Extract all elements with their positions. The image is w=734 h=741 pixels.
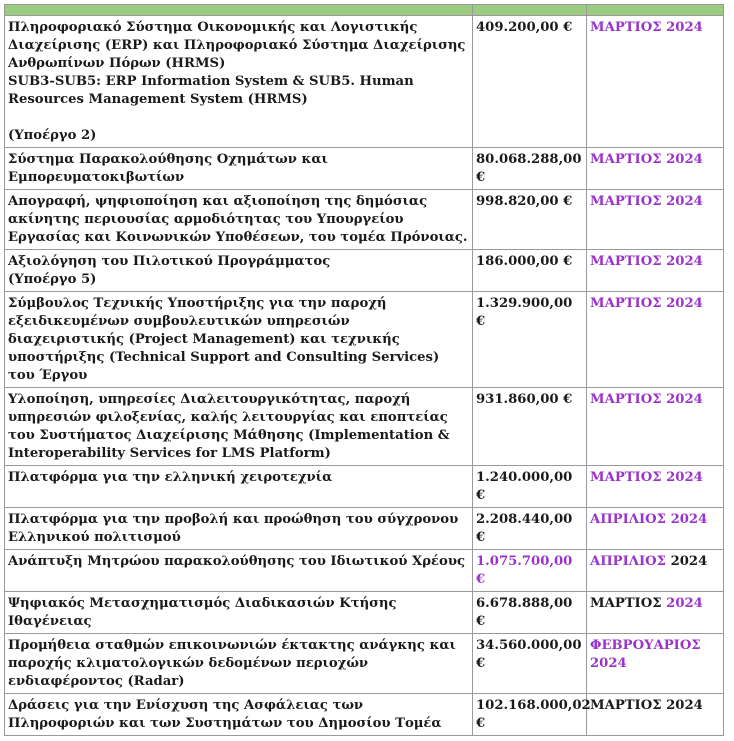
project-description: Ψηφιακός Μετασχηματισμός Διαδικασιών Κτήσης Ιθαγένειας (5, 592, 473, 634)
table-row (5, 388, 724, 466)
table-row (5, 16, 724, 148)
project-description: Δράσεις για την Ενίσχυση της Ασφάλειας των Πληροφοριών και των Συστημάτων του Δημοσίου Τομέα (5, 694, 473, 736)
project-month: ΜΑΡΤΙΟΣ 2024 (587, 190, 724, 250)
project-amount: 1.075.700,00 € (473, 550, 587, 592)
project-description: Ανάπτυξη Μητρώου παρακολούθησης του Ιδιωτικού Χρέους (5, 550, 473, 592)
month-name: ΑΠΡΙΛΙΟΣ (590, 554, 666, 569)
project-amount: 1.329.900,00 € (473, 292, 587, 388)
description-line: (Υποέργο 5) (8, 272, 97, 287)
project-month: ΜΑΡΤΙΟΣ 2024 (587, 292, 724, 388)
project-amount: 102.168.000,02 € (473, 694, 587, 736)
project-description: Πλατφόρμα για την προβολή και προώθηση του σύγχρονου Ελληνικού πολιτισμού (5, 508, 473, 550)
project-month: ΑΠΡΙΛΙΟΣ 2024 (587, 508, 724, 550)
project-amount: 998.820,00 € (473, 190, 587, 250)
project-description: Πλατφόρμα για την ελληνική χειροτεχνία (5, 466, 473, 508)
project-amount: 6.678.888,00 € (473, 592, 587, 634)
project-month: ΜΑΡΤΙΟΣ 2024 (587, 250, 724, 292)
project-description: Σύμβουλος Τεχνικής Υποστήριξης για την παροχή εξειδικευμένων συμβουλευτικών υπηρεσιών διαχειριστικής (Project Management) και τεχνικής υποστήριξης (Technical Support and Consulting Services) του Έργου (5, 292, 473, 388)
project-month (587, 550, 724, 592)
project-month (587, 592, 724, 634)
header-cell (473, 5, 587, 16)
project-description: Υλοποίηση, υπηρεσίες Διαλειτουργικότητας, παροχή υπηρεσιών φιλοξενίας, καλής λειτουργίας και εποπτείας του Συστήματος Διαχείρισης Μάθησης (Implementation & Interoperability Services for LMS Platform) (5, 388, 473, 466)
project-amount: 80.068.288,00 € (473, 148, 587, 190)
description-line: Αξιολόγηση του Πιλοτικού Προγράμματος (8, 254, 331, 269)
project-month: ΜΑΡΤΙΟΣ 2024 (587, 148, 724, 190)
header-cell (5, 5, 473, 16)
table-row (5, 190, 724, 250)
description-line: (Υποέργο 2) (8, 128, 97, 143)
table-row (5, 694, 724, 736)
project-month: ΦΕΒΡΟΥΑΡΙΟΣ 2024 (587, 634, 724, 694)
project-month: ΜΑΡΤΙΟΣ 2024 (587, 388, 724, 466)
project-month: ΜΑΡΤΙΟΣ 2024 (587, 466, 724, 508)
project-description (5, 250, 473, 292)
table-row (5, 508, 724, 550)
project-amount: 34.560.000,00 € (473, 634, 587, 694)
table-row (5, 592, 724, 634)
project-month: ΜΑΡΤΙΟΣ 2024 (587, 16, 724, 148)
project-amount: 2.208.440,00 € (473, 508, 587, 550)
description-line: SUB3-SUB5: ERP Information System & SUB5. Human Resources Management System (HRMS) (8, 74, 414, 107)
table-row (5, 550, 724, 592)
month-year: 2024 (666, 596, 703, 611)
description-line: Πληροφοριακό Σύστημα Οικονομικής και Λογιστικής Διαχείρισης (ERP) και Πληροφοριακό Σύστημα Διαχείρισης Ανθρωπίνων Πόρων (HRMS) (8, 20, 466, 71)
table-row (5, 292, 724, 388)
project-month: ΜΑΡΤΙΟΣ 2024 (587, 694, 724, 736)
project-amount: 186.000,00 € (473, 250, 587, 292)
project-description (5, 16, 473, 148)
table-header-row (5, 5, 724, 16)
project-description: Σύστημα Παρακολούθησης Οχημάτων και Εμπορευματοκιβωτίων (5, 148, 473, 190)
projects-table (4, 4, 724, 736)
project-description: Απογραφή, ψηφιοποίηση και αξιοποίηση της δημόσιας ακίνητης περιουσίας αρμοδιότητας του Υπουργείου Εργασίας και Κοινωνικών Υποθέσεων, του τομέα Πρόνοιας. (5, 190, 473, 250)
table-row (5, 634, 724, 694)
table-row (5, 466, 724, 508)
header-cell (587, 5, 724, 16)
month-year: 2024 (670, 554, 708, 569)
table-row (5, 148, 724, 190)
table-row (5, 250, 724, 292)
month-name: ΜΑΡΤΙΟΣ (590, 596, 662, 611)
project-description: Προμήθεια σταθμών επικοινωνιών έκτακτης ανάγκης και παροχής κλιματολογικών δεδομένων περιοχών ενδιαφέροντος (Radar) (5, 634, 473, 694)
project-amount: 1.240.000,00 € (473, 466, 587, 508)
project-amount: 931.860,00 € (473, 388, 587, 466)
project-amount: 409.200,00 € (473, 16, 587, 148)
